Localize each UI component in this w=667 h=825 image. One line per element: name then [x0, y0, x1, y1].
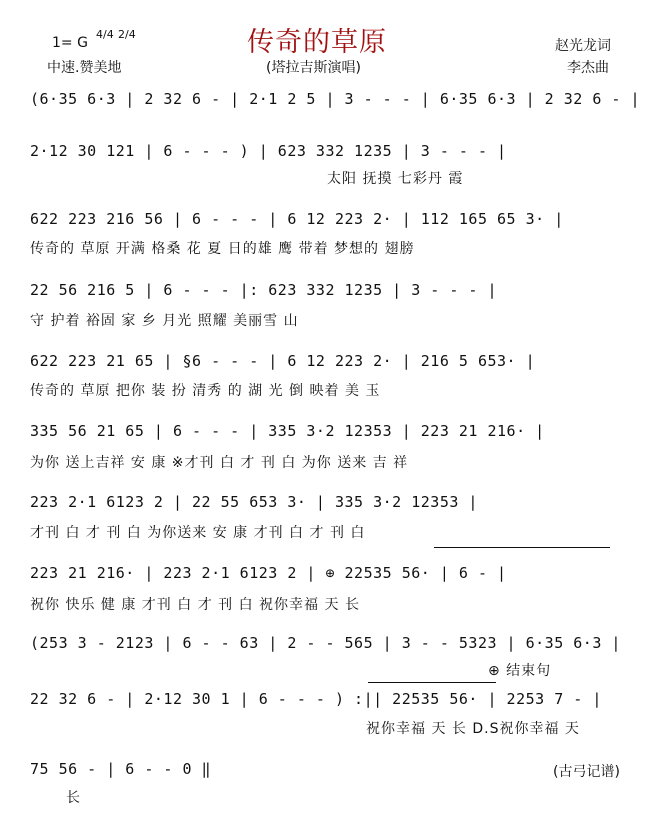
coda-label: ⊕ 结束句 — [488, 663, 552, 679]
system-5-lyrics: 传奇的 草原 把你 装 扮 清秀 的 湖 光 倒 映着 美 玉 — [30, 383, 381, 399]
performer: (塔拉吉斯演唱) — [266, 60, 361, 76]
system-11-lyrics: 长 — [66, 790, 81, 806]
time-signature-b: 2/4 — [118, 28, 136, 41]
volta-line-1 — [434, 547, 610, 548]
lyricist: 赵光龙词 — [555, 38, 611, 54]
system-10-lyrics: 祝你幸福 天 长 D.S祝你幸福 天 — [366, 721, 580, 737]
volta-line-2 — [368, 682, 496, 683]
system-7-lyrics: 才刊 白 才 刊 白 为你送来 安 康 才刊 白 才 刊 白 — [30, 525, 366, 541]
system-5-notes: 622 223 21 65 | §6 - - - | 6 12 223 2· | 216 5 653· | — [30, 352, 536, 370]
composer: 李杰曲 — [567, 60, 609, 76]
system-2-notes: 2·12 30 121 | 6 - - - ) | 623 332 1235 | 3 - - - | — [30, 142, 507, 160]
system-4-lyrics: 守 护着 裕固 家 乡 月光 照耀 美丽雪 山 — [30, 313, 299, 329]
system-3-lyrics: 传奇的 草原 开满 格桑 花 夏 日的雄 鹰 带着 梦想的 翅膀 — [30, 241, 415, 257]
system-8-notes: 223 21 216· | 223 2·1 6123 2 | ⊕ 22535 56· | 6 - | — [30, 564, 507, 582]
key-signature: 1= G — [52, 35, 88, 51]
transcriber-credit: (古弓记谱) — [553, 764, 620, 780]
system-11-notes: 75 56 - | 6 - - 0 ‖ — [30, 760, 212, 778]
system-3-notes: 622 223 216 56 | 6 - - - | 6 12 223 2· | 112 165 65 3· | — [30, 210, 564, 228]
system-4-notes: 22 56 216 5 | 6 - - - |: 623 332 1235 | 3 - - - | — [30, 281, 498, 299]
system-8-lyrics: 祝你 快乐 健 康 才刊 白 才 刊 白 祝你幸福 天 长 — [30, 597, 360, 613]
system-10-notes: 22 32 6 - | 2·12 30 1 | 6 - - - ) :|| 22535 56· | 2253 7 - | — [30, 690, 602, 708]
system-2-lyrics: 太阳 抚摸 七彩丹 霞 — [327, 171, 464, 187]
system-6-notes: 335 56 21 65 | 6 - - - | 335 3·2 12353 | 223 21 216· | — [30, 422, 545, 440]
system-1-notes: (6·35 6·3 | 2 32 6 - | 2·1 2 5 | 3 - - - | 6·35 6·3 | 2 32 6 - | — [30, 90, 640, 108]
system-9-notes: (253 3 - 2123 | 6 - - 63 | 2 - - 565 | 3 - - 5323 | 6·35 6·3 | — [30, 634, 621, 652]
system-6-lyrics: 为你 送上吉祥 安 康 ※才刊 白 才 刊 白 为你 送来 吉 祥 — [30, 455, 409, 471]
song-title: 传奇的草原 — [247, 27, 387, 58]
system-7-notes: 223 2·1 6123 2 | 22 55 653 3· | 335 3·2 12353 | — [30, 493, 478, 511]
time-signature-a: 4/4 — [96, 28, 114, 41]
tempo-marking: 中速.赞美地 — [47, 60, 122, 76]
